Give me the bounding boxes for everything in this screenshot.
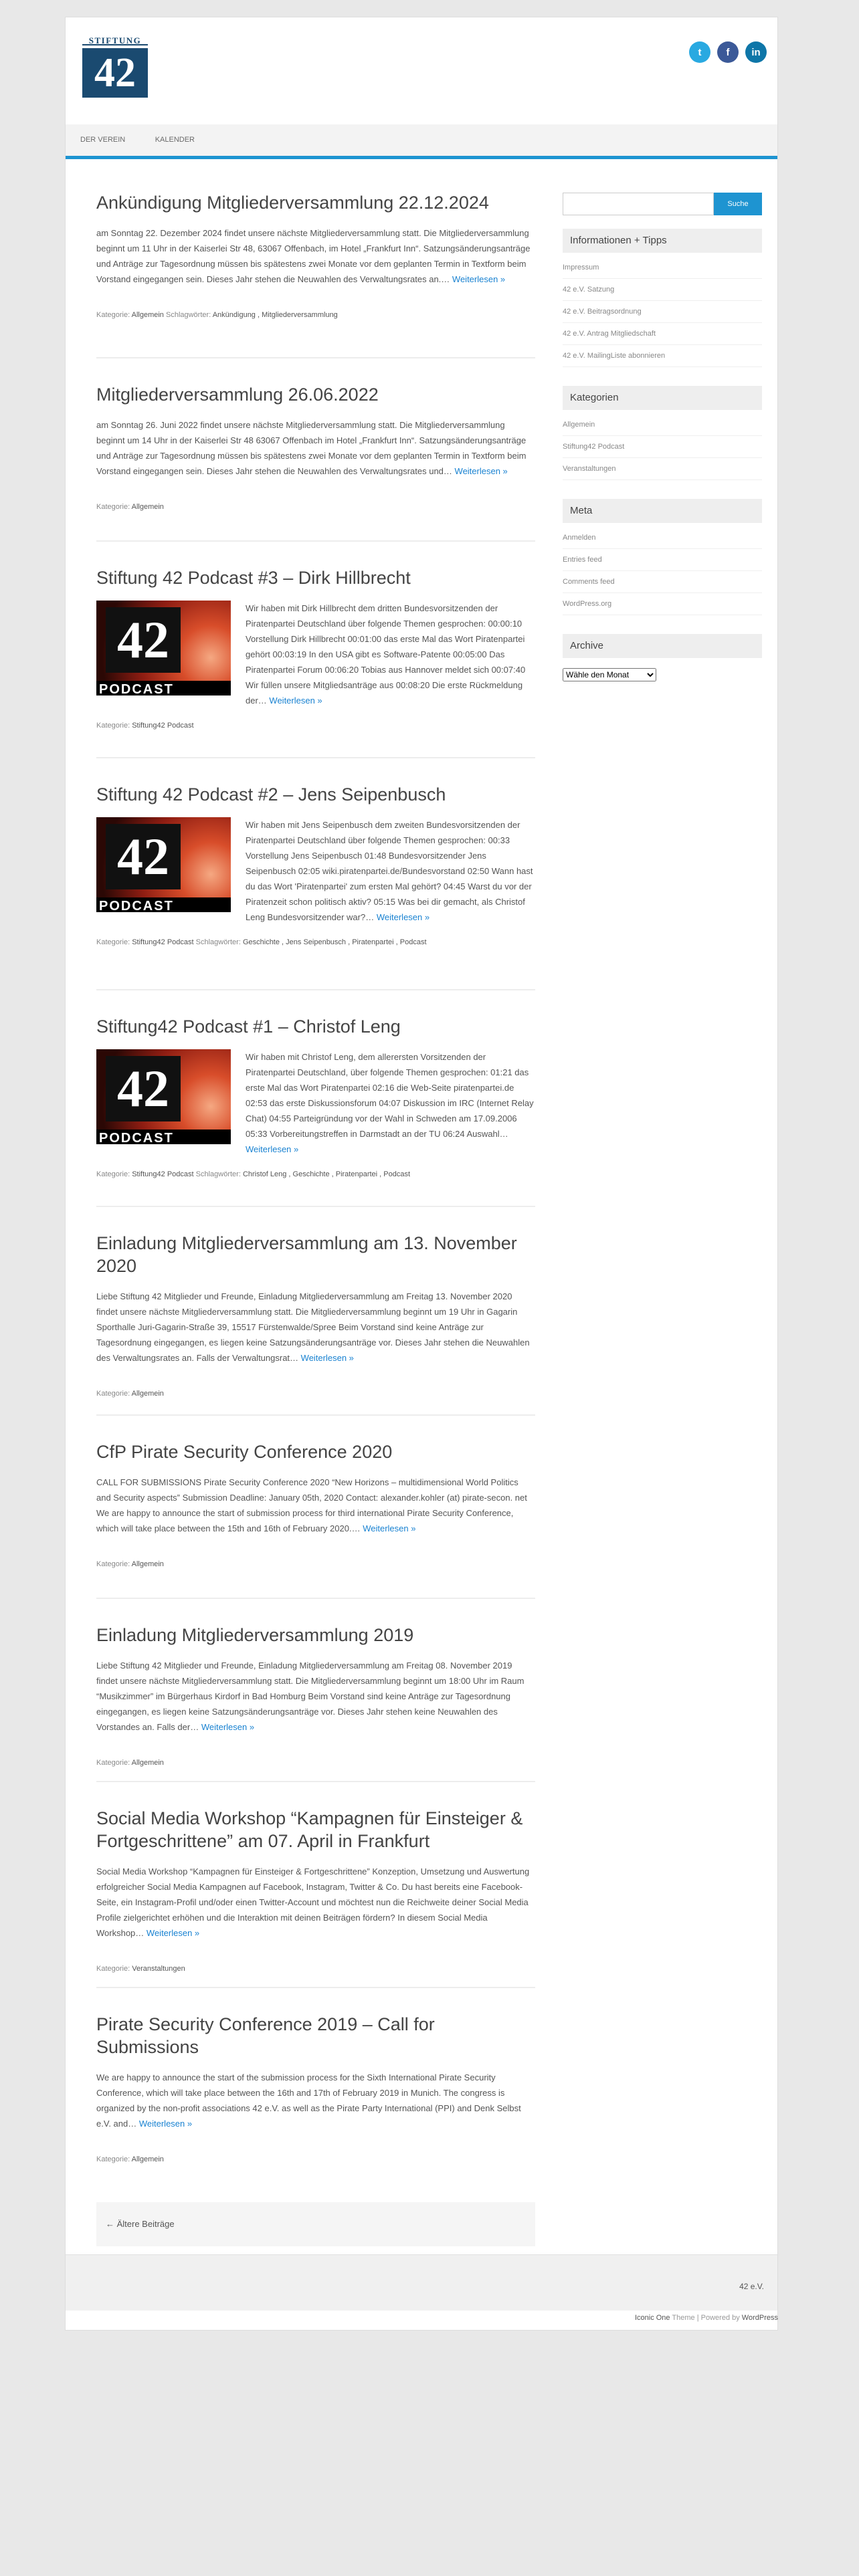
post: [96, 1624, 535, 1782]
post-excerpt: am Sonntag 22. Dezember 2024 findet unsere nächste Mitgliederversammlung statt. Die Mitgliederversammlung beginnt um 11 Uhr in der Kaiserlei Str 48, 63067 Offenbach, im Hotel „Frankfurt Inn“. Satzungsänderungsanträge und Anträge zur Tagesordnung müssen bis spätestens zwei Monate vor dem geplanten Termin in Textform beim Vorstand eingegangen sein. Dieses Jahr stehen die Neuwahlen des Verwaltungsrates an.… Weiterlesen »: [96, 228, 531, 284]
search-form: [563, 193, 762, 215]
read-more-link[interactable]: Weiterlesen »: [452, 274, 506, 284]
widget-link[interactable]: Impressum: [563, 263, 762, 279]
category-link[interactable]: Allgemein: [131, 1759, 164, 1767]
post-excerpt: 42 PODCAST Wir haben mit Jens Seipenbusch dem zweiten Bundesvorsitzenden der Piratenpartei Deutschland über folgende Themen gesprochen: 00:33 Vorstellung Jens Seipenbusch 01:48 Bundesvorsitzender Jens Seipenbusch 02:05 wiki.piratenpartei.de/Bundesvorstand 02:50 Wann hast du das Wort 'Piratenpartei' zum ersten Mal gehört? 04:45 Warst du vor der Piratenzeit schon politisch aktiv? 05:15 Was bei dir gemacht, als Christof Leng Bundesvorsitzender war?… Weiterlesen »: [96, 817, 535, 925]
widget-title: Informationen + Tipps: [563, 229, 762, 253]
widget-link[interactable]: 42 e.V. Beitragsordnung: [563, 307, 762, 323]
post-title[interactable]: Pirate Security Conference 2019 – Call for Submissions: [96, 2014, 435, 2057]
post: [96, 783, 535, 990]
post-excerpt: Liebe Stiftung 42 Mitglieder und Freunde, Einladung Mitgliederversammlung am Freitag 13. November 2020 findet unsere nächste Mitgliederversammlung statt. Die Mitgliederversammlung beginnt um 19 Uhr in Gagarin Sporthalle Juri-Gagarin-Straße 39, 15517 Fürstenwalde/Spree Beim Vorstand sind keine Anträge zur Tagesordnung eingegangen, es liegen keine Satzungsänderungsanträge vor. Dieses Jahr stehen die Neuwahlen des Verwaltungsrates an. Falls der Verwaltungsrat… Weiterlesen »: [96, 1291, 530, 1363]
main-nav: [66, 124, 777, 159]
read-more-link[interactable]: Weiterlesen »: [146, 1928, 200, 1938]
category-link[interactable]: Allgemein: [131, 1560, 164, 1568]
post: [96, 1440, 535, 1599]
widget-link[interactable]: Veranstaltungen: [563, 464, 762, 480]
sidebar: [563, 193, 762, 700]
twitter-icon[interactable]: t: [689, 41, 710, 63]
post-title[interactable]: Mitgliederversammlung 26.06.2022: [96, 385, 379, 405]
site-container: [65, 17, 778, 2331]
read-more-link[interactable]: Weiterlesen »: [138, 2119, 193, 2129]
widget-link[interactable]: Comments feed: [563, 577, 762, 593]
category-link[interactable]: Allgemein: [131, 503, 164, 511]
read-more-link[interactable]: Weiterlesen »: [376, 912, 430, 922]
post-title[interactable]: Stiftung42 Podcast #1 – Christof Leng: [96, 1016, 401, 1037]
widget-link[interactable]: 42 e.V. MailingListe abonnieren: [563, 351, 762, 367]
site-credits: Iconic One Theme | Powered by WordPress: [634, 2314, 778, 2322]
post-excerpt: am Sonntag 26. Juni 2022 findet unsere nächste Mitgliederversammlung statt. Die Mitgliederversammlung beginnt um 14 Uhr in der Kaiserlei Str 48 63067 Offenbach im Hotel „Frankfurt Inn“. Satzungsänderungsanträge und Anträge zur Tagesordnung müssen bis spätestens zwei Monate vor dem geplanten Termin in Textform beim Vorstand eingegangen sein. Dieses Jahr stehen die Neuwahlen des Verwaltungsrates und… Weiterlesen »: [96, 420, 527, 476]
post: [96, 383, 535, 542]
read-more-link[interactable]: Weiterlesen »: [246, 1144, 299, 1154]
post: [96, 1232, 535, 1416]
post-title[interactable]: Einladung Mitgliederversammlung 2019: [96, 1625, 414, 1645]
post-meta: Kategorie: Veranstaltungen: [96, 1965, 185, 1973]
post-excerpt: We are happy to announce the start of the submission process for the Sixth International Pirate Security Conference, which will take place between the 16th and 17th of February 2019 in Munich. The congress is organized by the non-profit associations 42 e.V. as well as the Pirate Party International (PPI) and Denk Selbst e.V. and… Weiterlesen »: [96, 2072, 521, 2129]
widget-archive: [563, 634, 762, 681]
wordpress-link[interactable]: WordPress: [741, 2314, 778, 2322]
post-title[interactable]: CfP Pirate Security Conference 2020: [96, 1442, 393, 1462]
read-more-link[interactable]: Weiterlesen »: [300, 1353, 354, 1363]
post-meta: Kategorie: Allgemein: [96, 1390, 164, 1398]
search-button[interactable]: Suche: [714, 193, 762, 215]
widget-title: Meta: [563, 499, 762, 523]
post-title[interactable]: Ankündigung Mitgliederversammlung 22.12.2024: [96, 193, 489, 213]
read-more-link[interactable]: Weiterlesen »: [454, 466, 508, 476]
widget-link[interactable]: WordPress.org: [563, 599, 762, 615]
post-excerpt: Social Media Workshop “Kampagnen für Einsteiger & Fortgeschrittene” Konzeption, Umsetzung und Auswertung erfolgreicher Social Media Kampagnen auf Facebook, Instagram, Twitter & Co. Du hast bereits eine Facebook-Seite, ein Instagram-Profil und/oder einen Twitter-Account und möchtest nun die Reichweite deiner Social Media Profile zielgerichtet erhöhen und die Interaktion mit deinen Beiträgen fördern? In diesem Social Media Workshop… Weiterlesen »: [96, 1866, 530, 1938]
widget-link[interactable]: Anmelden: [563, 533, 762, 549]
post-title[interactable]: Stiftung 42 Podcast #2 – Jens Seipenbusch: [96, 784, 446, 804]
post: [96, 2013, 535, 2189]
post-meta: Kategorie: Allgemein Schlagwörter: Ankündigung , Mitgliederversammlung: [96, 311, 338, 319]
category-link[interactable]: Stiftung42 Podcast: [132, 722, 194, 730]
post-meta: Kategorie: Allgemein: [96, 1759, 164, 1767]
category-link[interactable]: Allgemein: [131, 311, 164, 319]
category-link[interactable]: Stiftung42 Podcast: [132, 938, 194, 946]
logo-text: STIFTUNG: [82, 36, 148, 45]
post-meta: Kategorie: Allgemein: [96, 503, 164, 511]
post-meta: Kategorie: Allgemein: [96, 2155, 164, 2163]
widget-title: Archive: [563, 634, 762, 658]
read-more-link[interactable]: Weiterlesen »: [269, 695, 322, 706]
category-link[interactable]: Veranstaltungen: [132, 1965, 185, 1973]
tag-links[interactable]: Christof Leng , Geschichte , Piratenpartei , Podcast: [242, 1170, 411, 1178]
post-title[interactable]: Social Media Workshop “Kampagnen für Einsteiger & Fortgeschrittene” am 07. April in Frankfurt: [96, 1808, 523, 1851]
post-meta: Kategorie: Allgemein: [96, 1560, 164, 1568]
nav-item-kalender[interactable]: KALENDER: [155, 136, 195, 144]
podcast-thumbnail[interactable]: 42 PODCAST: [96, 601, 231, 695]
widget-title: Kategorien: [563, 386, 762, 410]
post-excerpt: Liebe Stiftung 42 Mitglieder und Freunde, Einladung Mitgliederversammlung am Freitag 08. November 2019 findet unsere nächste Mitgliederversammlung statt. Die Mitgliederversammlung beginnt um 18:00 Uhr im Raum “Musikzimmer” im Bürgerhaus Kirdorf in Bad Homburg Beim Vorstand sind keine Anträge zur Tagesordnung eingegangen, es liegen keine Satzungsänderungsanträge vor. Dieses Jahr stehen keine Neuwahlen des Vorstandes an. Falls der… Weiterlesen »: [96, 1660, 524, 1732]
site-logo[interactable]: [82, 36, 148, 110]
widget-link[interactable]: Entries feed: [563, 555, 762, 571]
podcast-thumbnail[interactable]: 42 PODCAST: [96, 1049, 231, 1144]
read-more-link[interactable]: Weiterlesen »: [363, 1523, 416, 1533]
post-excerpt: 42 PODCAST Wir haben mit Dirk Hillbrecht dem dritten Bundesvorsitzenden der Piratenpartei Deutschland über folgende Themen gesprochen: 00:00:10 Vorstellung Dirk Hillbrecht 00:01:00 das erste Mal das Wort Piratenpartei gehört 00:03:19 In den USA gibt es Software-Patente 00:05:00 Das Piratenpartei Forum 00:06:20 Tobias aus Hannover meldet sich 00:07:40 Wir füllen unsere Mitgliedsanträge aus 00:08:20 Die erste Rückmeldung der… Weiterlesen »: [96, 601, 535, 708]
post-meta: Kategorie: Stiftung42 Podcast Schlagwörter: Geschichte , Jens Seipenbusch , Piratenpartei , Podcast: [96, 938, 427, 946]
post: [96, 566, 535, 758]
post-title[interactable]: Einladung Mitgliederversammlung am 13. November 2020: [96, 1233, 517, 1276]
logo-number: 42: [82, 48, 148, 98]
site-header: [66, 17, 777, 124]
post-excerpt: CALL FOR SUBMISSIONS Pirate Security Conference 2020 “New Horizons – multidimensional World Politics and Security aspects” Submission Deadline: January 05th, 2020 Contact: alexander.kohler (at) pirate-secon. net We are happy to announce the start of submission process for third international Pirate Security Conference, which will take place between the 15th and 16th of February 2020.… Weiterlesen »: [96, 1477, 527, 1533]
theme-link[interactable]: Iconic One: [634, 2314, 670, 2322]
widget-info: [563, 229, 762, 367]
widget-link[interactable]: Allgemein: [563, 420, 762, 436]
category-link[interactable]: Allgemein: [131, 1390, 164, 1398]
tag-links[interactable]: Ankündigung , Mitgliederversammlung: [212, 311, 338, 319]
widget-meta: [563, 499, 762, 615]
nav-item-der-verein[interactable]: DER VEREIN: [80, 136, 126, 144]
social-links: [689, 41, 767, 63]
podcast-thumbnail[interactable]: 42 PODCAST: [96, 817, 231, 912]
post-meta: Kategorie: Stiftung42 Podcast: [96, 722, 194, 730]
archive-select[interactable]: [563, 668, 656, 681]
category-link[interactable]: Stiftung42 Podcast: [132, 1170, 194, 1178]
tag-links[interactable]: Geschichte , Jens Seipenbusch , Piratenpartei , Podcast: [242, 938, 427, 946]
read-more-link[interactable]: Weiterlesen »: [201, 1722, 255, 1732]
widget-link[interactable]: Stiftung42 Podcast: [563, 442, 762, 458]
footer-copyright: 42 e.V.: [739, 2282, 764, 2291]
site-footer: [66, 2254, 777, 2311]
widget-link[interactable]: 42 e.V. Satzung: [563, 285, 762, 301]
post: [96, 1015, 535, 1207]
post-title[interactable]: Stiftung 42 Podcast #3 – Dirk Hillbrecht: [96, 568, 411, 588]
widget-categories: [563, 386, 762, 480]
post-excerpt: 42 PODCAST Wir haben mit Christof Leng, dem allerersten Vorsitzenden der Piratenpartei Deutschland, über folgende Themen gesprochen: 01:21 das erste Mal das Wort Piratenpartei 02:16 die Web-Seite piratenpartei.de 02:53 das erste Diskussionsforum 04:07 Diskussion im IRC (Internet Relay Chat) 04:55 Parteigründung vor der Wahl in Schweden am 17.09.2006 05:33 Vorbereitungstreffen in Darmstadt an der TU 06:24 Auswahl… Weiterlesen »: [96, 1049, 535, 1157]
widget-link[interactable]: 42 e.V. Antrag Mitgliedschaft: [563, 329, 762, 345]
main-content: [96, 191, 535, 2246]
linkedin-icon[interactable]: in: [745, 41, 767, 63]
pagination: [96, 2202, 535, 2246]
older-posts-link[interactable]: ← Ältere Beiträge: [106, 2219, 175, 2229]
search-input[interactable]: [563, 193, 714, 215]
category-link[interactable]: Allgemein: [131, 2155, 164, 2163]
post-meta: Kategorie: Stiftung42 Podcast Schlagwörter: Christof Leng , Geschichte , Piratenpartei , Podcast: [96, 1170, 411, 1178]
post: [96, 191, 535, 358]
post: [96, 1807, 535, 1988]
facebook-icon[interactable]: f: [717, 41, 739, 63]
